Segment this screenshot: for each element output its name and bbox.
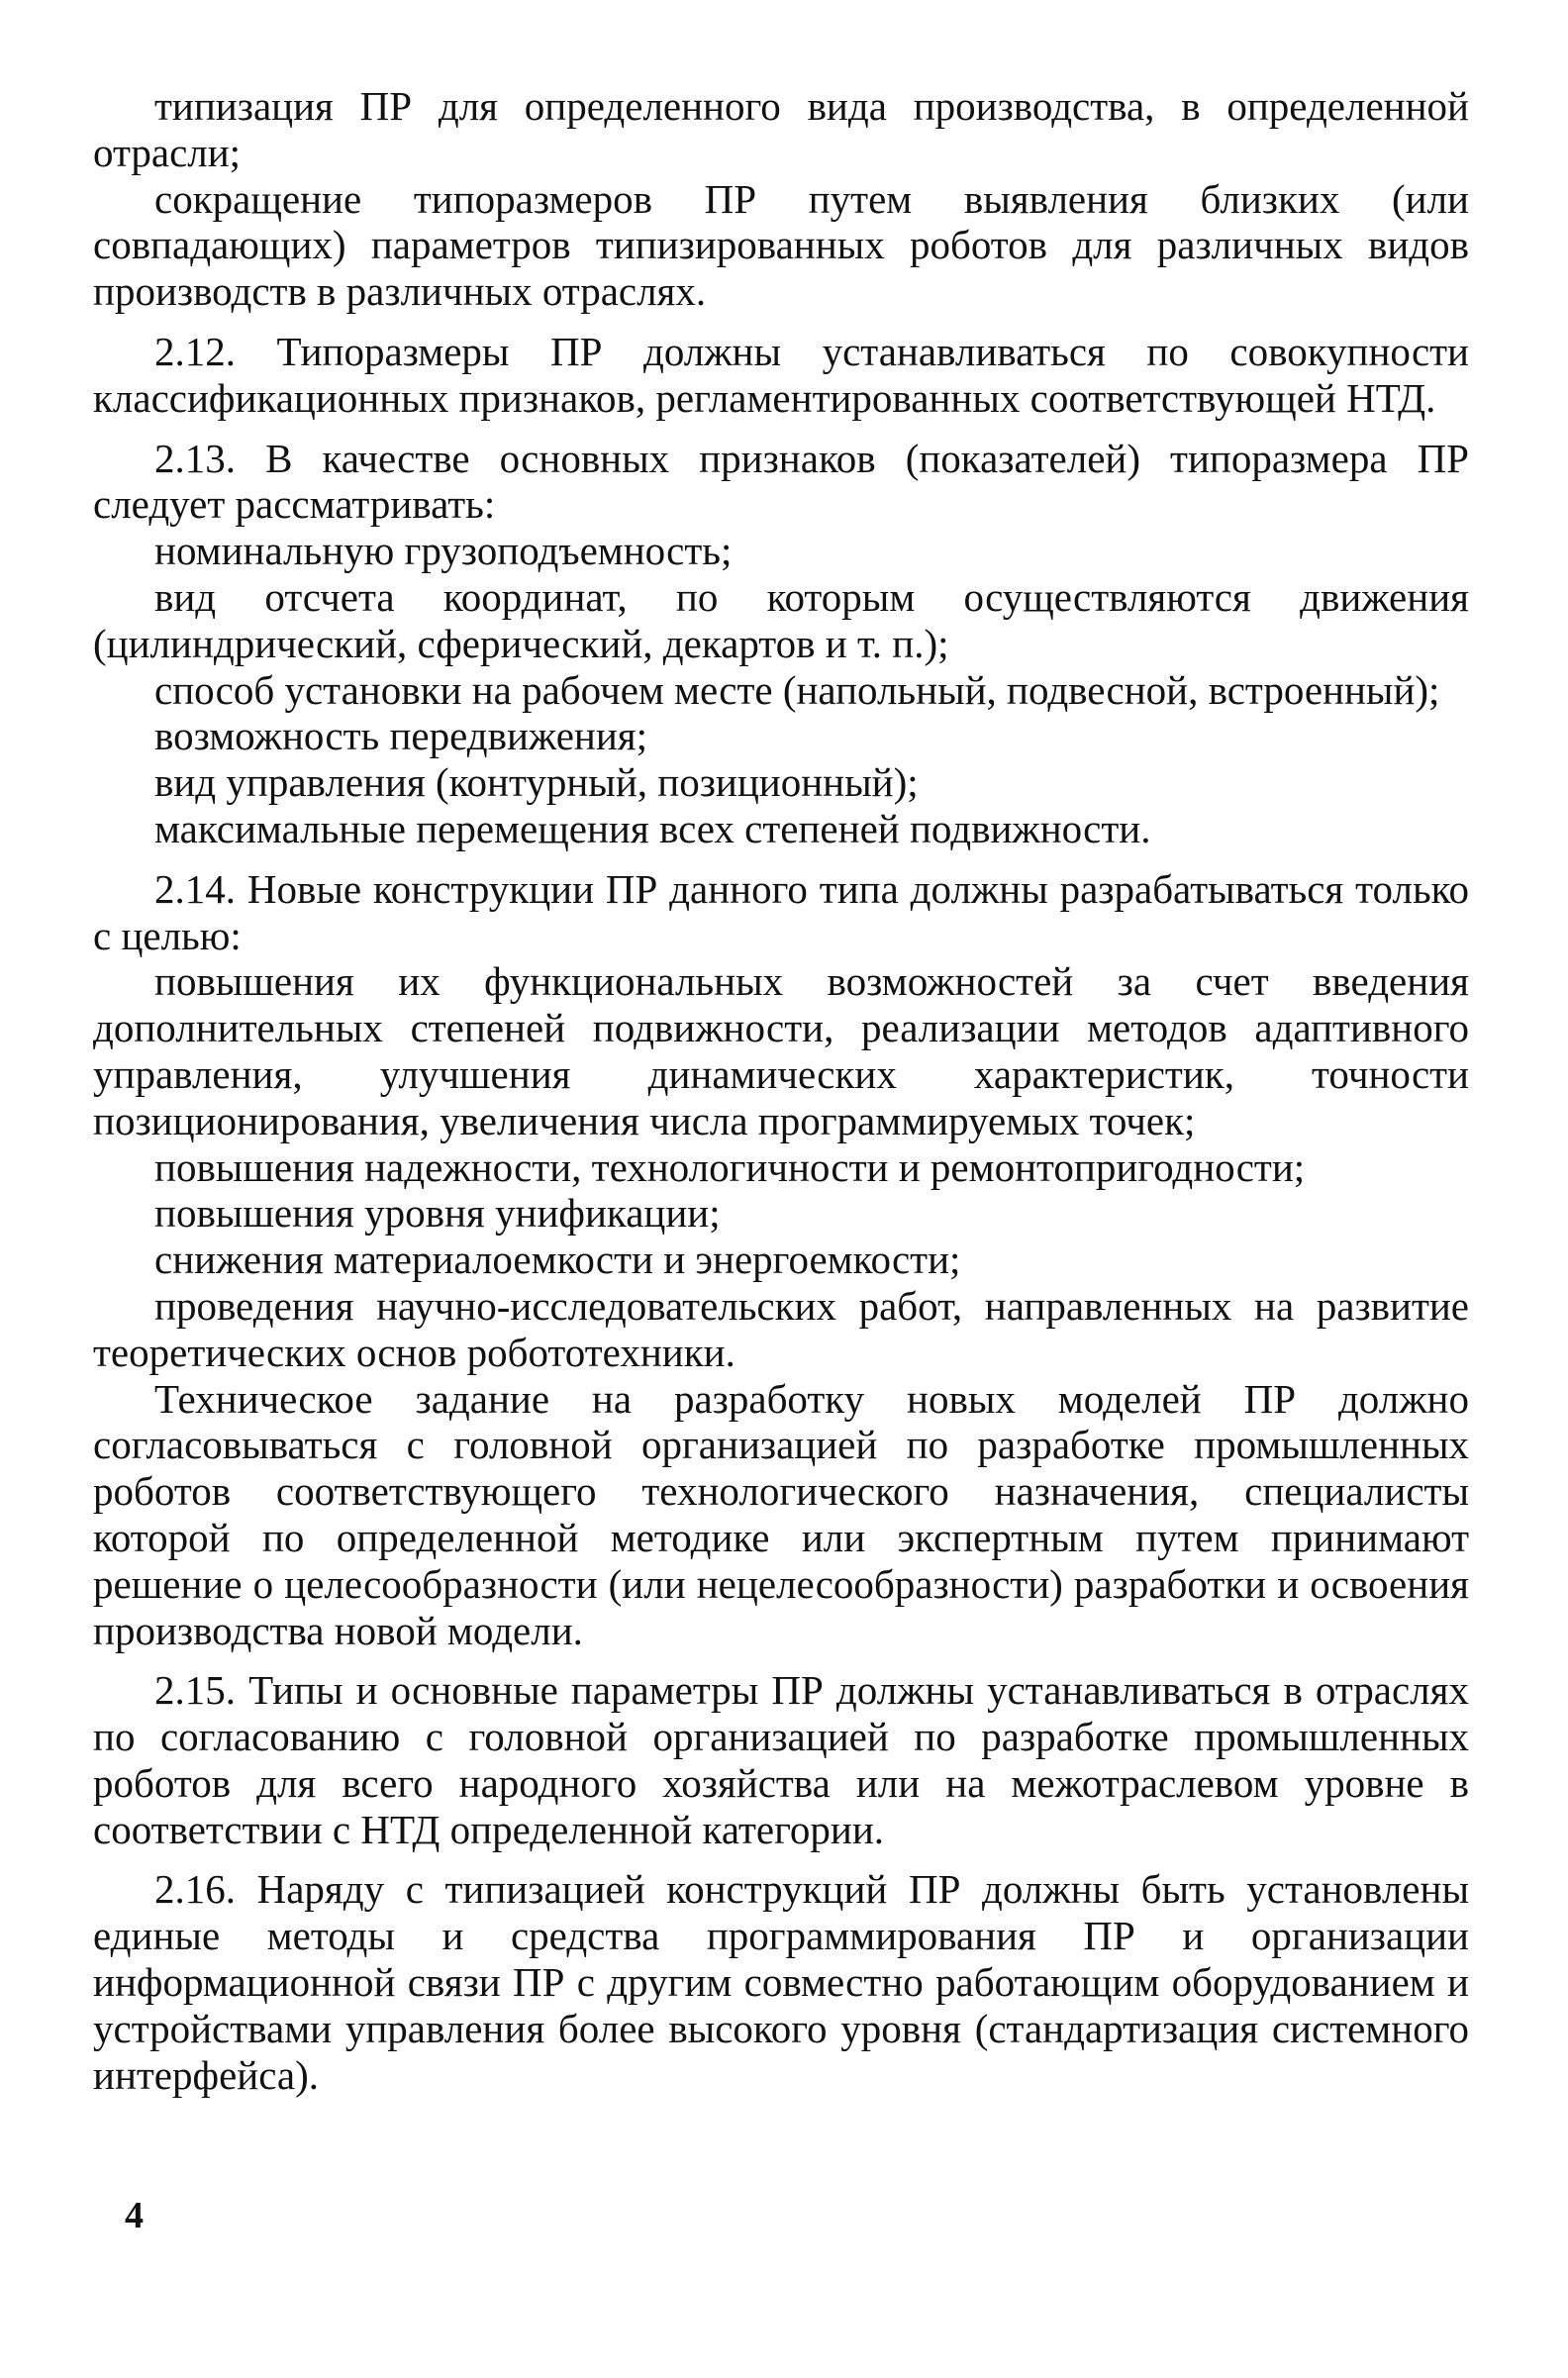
list-item-payload: номинальную грузоподъемность; bbox=[154, 528, 733, 574]
paragraph-2-13: 2.13. В качестве основных признаков (показателей) типоразмера ПР следует рассматривать: bbox=[93, 435, 1469, 528]
list-item-mobility: возможность передвижения; bbox=[154, 713, 648, 759]
list-item-coordinates: вид отсчета координат, по которым осуществляются движения (цилиндрический, сферический, декартов и т. п.); bbox=[93, 573, 1469, 666]
list-item-control-type: вид управления (контурный, позиционный); bbox=[154, 759, 919, 806]
list-item-reliability: повышения надежности, технологичности и ремонтопригодности; bbox=[154, 1143, 1306, 1190]
paragraph-typization: типизация ПР для определенного вида производства, в определенной отрасли; bbox=[93, 83, 1469, 175]
list-item-functional: повышения их функциональных возможностей за счет введения дополнительных степеней подвижности, реализации методов адаптивного управления, улучшения динамических характеристик, точности позиционирования, увеличения числа программируемых точек; bbox=[93, 958, 1469, 1143]
list-item-max-displacement: максимальные перемещения всех степеней подвижности. bbox=[154, 805, 1151, 851]
paragraph-technical-task: Техническое задание на разработку новых моделей ПР должно согласовываться с головной организацией по разработке промышленных роботов соответствующего технологического назначения, специалисты которой по определенной методике или экспертным путем принимают решение о целесообразности (или нецелесообразности) разработки и освоения производства новой модели. bbox=[93, 1375, 1469, 1653]
document-body bbox=[93, 83, 1469, 2098]
list-item-unification: повышения уровня унификации; bbox=[154, 1190, 721, 1237]
paragraph-size-reduction: сокращение типоразмеров ПР путем выявления близких (или совпадающих) параметров типизированных роботов для различных видов производств в различных отраслях. bbox=[93, 175, 1469, 315]
paragraph-2-14: 2.14. Новые конструкции ПР данного типа должны разрабатываться только с целью: bbox=[93, 865, 1469, 958]
paragraph-2-12: 2.12. Типоразмеры ПР должны устанавливаться по совокупности классификационных признаков, регламентированных соответствующей НТД. bbox=[93, 328, 1469, 421]
paragraph-2-16: 2.16. Наряду с типизацией конструкций ПР должны быть установлены единые методы и средства программирования ПР и организации информационной связи ПР с другим совместно работающим оборудованием и устройствами управления более высокого уровня (стандартизация системного интерфейса). bbox=[93, 1866, 1469, 2098]
page-number: 4 bbox=[125, 2195, 144, 2236]
list-item-research: проведения научно-исследовательских работ, направленных на развитие теоретических основ робототехники. bbox=[93, 1282, 1469, 1375]
list-item-mounting: способ установки на рабочем месте (напольный, подвесной, встроенный); bbox=[154, 666, 1440, 713]
list-item-materials: снижения материалоемкости и энергоемкости; bbox=[154, 1237, 961, 1283]
paragraph-2-15: 2.15. Типы и основные параметры ПР должны устанавливаться в отраслях по согласованию с головной организацией по разработке промышленных роботов для всего народного хозяйства или на межотраслевом уровне в соответствии с НТД определенной категории. bbox=[93, 1667, 1469, 1852]
